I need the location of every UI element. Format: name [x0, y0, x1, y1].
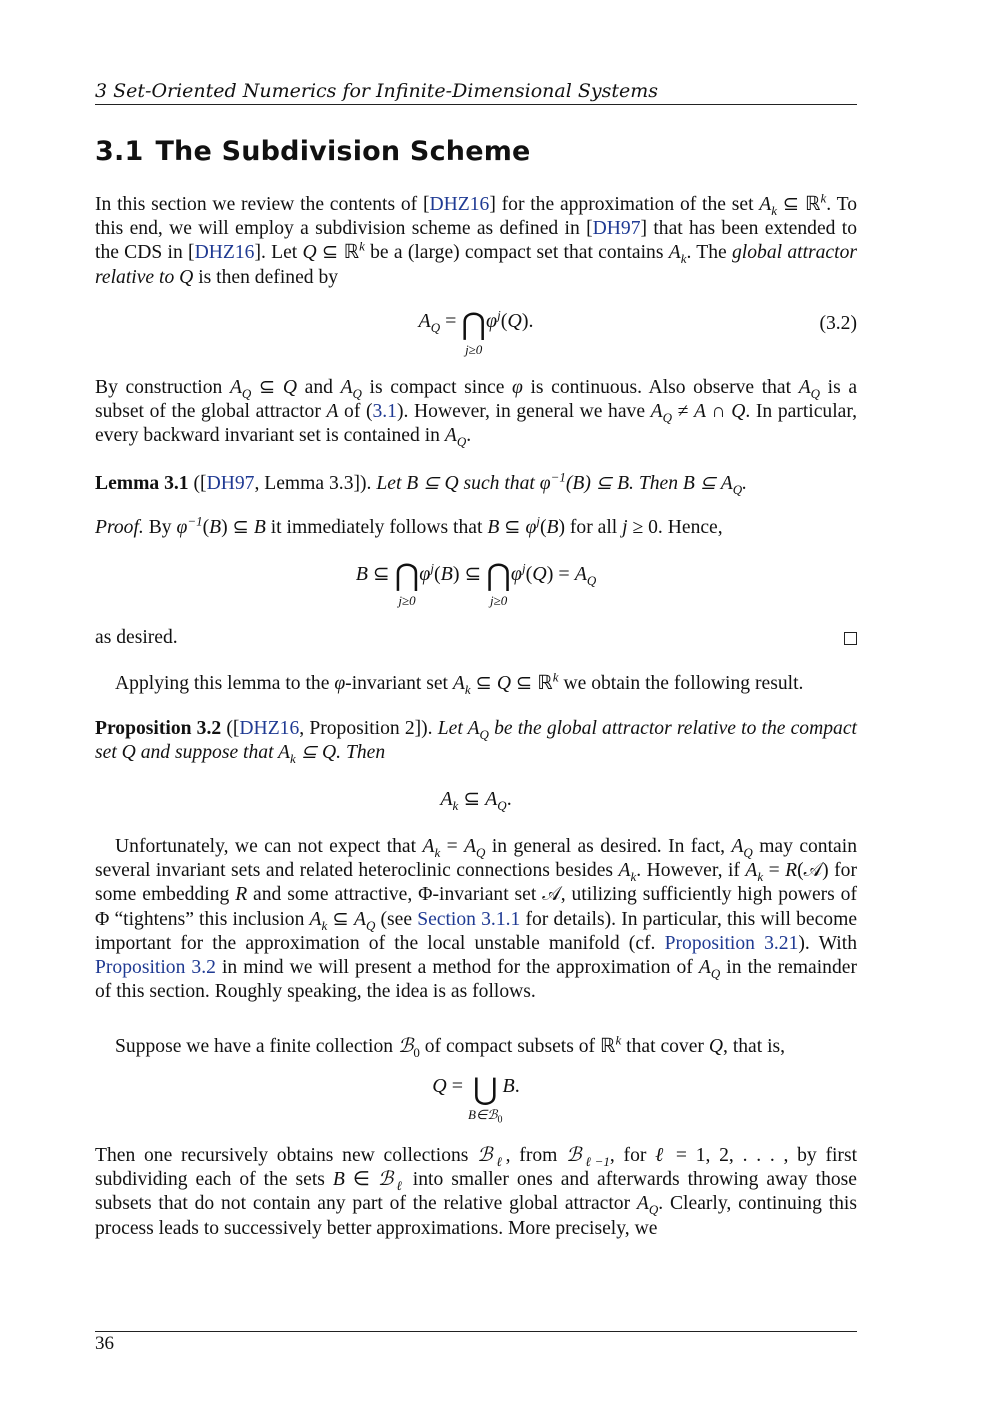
proposition-link[interactable]: Proposition 3.21 [664, 932, 799, 954]
lemma-3-1: Lemma 3.1 ([DH97, Lemma 3.3]). Let B ⊆ Q such that $\varphi^{-1}(B)$ ⊆ B. Then B ⊆ $A_Q$. [95, 469, 748, 497]
section-number: 3.1 [95, 136, 144, 167]
running-head: 3 Set-Oriented Numerics for Infinite-Dimensional Systems [95, 80, 857, 105]
citation-link[interactable]: DHZ16 [429, 194, 490, 215]
suppose-paragraph: Suppose we have a finite collection ℬ$_0$ of compact subsets of ℝ$^k$ that cover Q, that is, [115, 1032, 786, 1060]
section-title [95, 136, 531, 167]
proposition-link[interactable]: Proposition 3.2 [95, 957, 216, 979]
citation-link[interactable]: DHZ16 [239, 718, 300, 739]
cover-equation: Q = ⋃ B∈ℬ$_0$ B. [432, 1073, 520, 1126]
equation-number: (3.2) [819, 313, 857, 334]
applying-lemma-paragraph: Applying this lemma to the φ-invariant set $A_k$ ⊆ Q ⊆ ℝ$^k$ we obtain the following result. [115, 669, 804, 697]
unfortunately-paragraph: Unfortunately, we can not expect that $A_k = A_Q$ in general as desired. In fact, $A_Q$ may contain several invariant sets and related heteroclinic connections besides $A_k$. However, if $A_k$ = R(𝒜) for some embedding R and some attractive, Φ-invariant set 𝒜, utilizing sufficiently high powers of Φ “tightens” this inclusion $A_k$ ⊆ $A_Q$ (see Section 3.1.1 for details). In particular, this will become important for the approximation of the local unstable manifold (cf. Proposition 3.21). With Proposition 3.2 in mind we will present a method for the approximation of $A_Q$ in the remainder of this section. Roughly speaking, the idea is as follows. [95, 836, 858, 1003]
citation-link[interactable]: DH97 [206, 473, 255, 494]
proof-closing: as desired. [95, 627, 178, 648]
proof: Proof. By $\varphi^{-1}(B)$ ⊆ B it immediately follows that B ⊆ $\varphi^j(B)$ for all j ≥ 0. Hence, [95, 513, 723, 538]
proposition-label: Proposition 3.2 [95, 718, 222, 739]
lemma-label: Lemma 3.1 [95, 473, 189, 494]
qed-symbol [844, 632, 857, 645]
page-number: 36 [95, 1333, 114, 1354]
proposition-equation: $A_k$ ⊆ $A_Q$. [440, 788, 512, 813]
citation-link[interactable]: DH97 [592, 218, 641, 240]
intro-paragraph: In this section we review the contents of [DHZ16] for the approximation of the set $A_k$ ⊆ ℝ$^k$. To this end, we will employ a subdivision scheme as defined in [DH97] that has been extended to the CDS in [DHZ16]. Let Q ⊆ ℝ$^k$ be a (large) compact set that contains $A_k$. The global attractor relative to Q is then defined by [95, 190, 858, 288]
proof-equation: B ⊆ ⋂ j≥0 $\varphi^j(B)$ ⊆ ⋂ j≥0 $\varphi^j(Q) = A_Q$ [355, 559, 597, 608]
construction-paragraph: By construction $A_Q$ ⊆ Q and $A_Q$ is compact since φ is continuous. Also observe that $A_Q$ is a subset of the global attractor A of (3.1). However, in general we have $A_Q \ne A$ ∩ Q. In particular, every backward invariant set is contained in $A_Q$. [95, 377, 858, 450]
section-link[interactable]: Section 3.1.1 [417, 908, 521, 930]
footer-rule [95, 1331, 857, 1332]
citation-link[interactable]: DHZ16 [194, 242, 255, 264]
equation-link[interactable]: 3.1 [372, 401, 397, 423]
equation-3-2: $A_Q$ = ⋂ j≥0 $\varphi^j(Q)$. [418, 307, 534, 357]
section-title-text: The Subdivision Scheme [155, 136, 531, 167]
proof-label: Proof. [95, 517, 144, 538]
recursion-paragraph: Then one recursively obtains new collections ℬ$_\ell$, from ℬ$_{\ell-1}$, for ℓ = 1, 2, . . . , by first subdividing each of the sets B ∈ ℬ$_\ell$ into smaller ones and afterwards throwing away those subsets that do not contain any part of the relative global attractor $A_Q$. Clearly, continuing this process leads to successively better approximations. More precisely, we [95, 1145, 858, 1239]
proposition-3-2: Proposition 3.2 ([DHZ16, Proposition 2]). Let $A_Q$ be the global attractor relative to the compact set Q and suppose that $A_k$ ⊆ Q. Then [95, 718, 857, 767]
